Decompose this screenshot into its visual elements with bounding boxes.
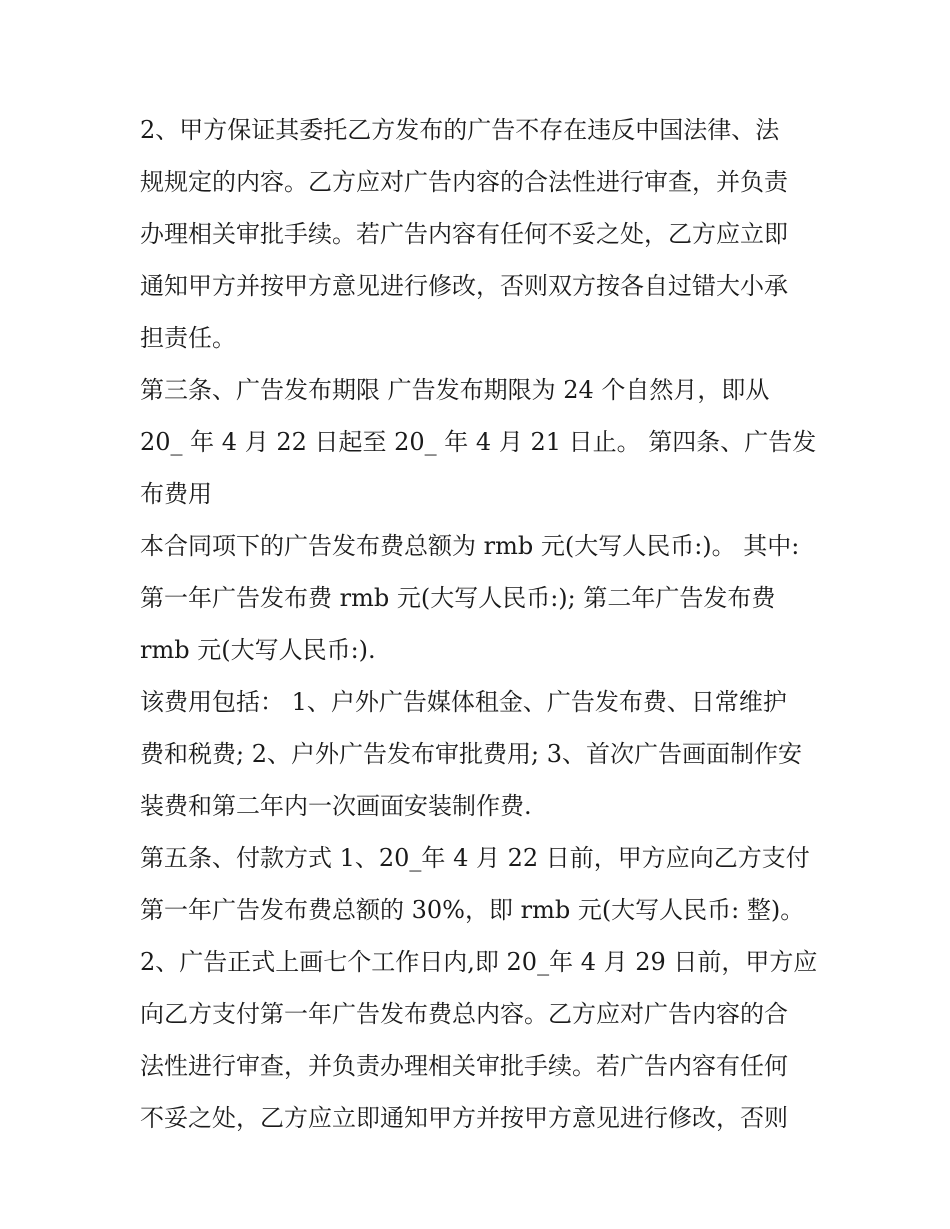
text-line: 担责任。 (140, 324, 236, 352)
text-line: 不妥之处，乙方应立即通知甲方并按甲方意见进行修改，否则 (140, 1104, 788, 1132)
text-line: rmb 元(大写人民币:). (140, 636, 376, 664)
text-line: 向乙方支付第一年广告发布费总内容。乙方应对广告内容的合 (140, 1000, 788, 1028)
text-line: 本合同项下的广告发布费总额为 rmb 元(大写人民币:)。 其中: (140, 532, 800, 560)
text-line: 通知甲方并按甲方意见进行修改，否则双方按各自过错大小承 (140, 272, 788, 300)
text-line: 2、甲方保证其委托乙方发布的广告不存在违反中国法律、法 (140, 116, 780, 144)
text-line: 法性进行审查，并负责办理相关审批手续。若广告内容有任何 (140, 1052, 788, 1080)
text-line: 第一年广告发布费总额的 30%，即 rmb 元(大写人民币: 整)。 (140, 896, 805, 924)
text-line: 20_ 年 4 月 22 日起至 20_ 年 4 月 21 日止。 第四条、广告发 (140, 428, 817, 456)
text-line: 该费用包括： 1、户外广告媒体租金、广告发布费、日常维护 (140, 688, 787, 716)
text-line: 装费和第二年内一次画面安装制作费. (140, 792, 532, 820)
text-line: 2、广告正式上画七个工作日内,即 20_年 4 月 29 日前，甲方应 (140, 948, 818, 976)
text-line: 费和税费; 2、户外广告发布审批费用; 3、首次广告画面制作安 (140, 740, 802, 768)
text-line: 第一年广告发布费 rmb 元(大写人民币:); 第二年广告发布费 (140, 584, 776, 612)
text-line: 布费用 (140, 480, 212, 508)
text-line: 第五条、付款方式 1、20_年 4 月 22 日前，甲方应向乙方支付 (140, 844, 810, 872)
document-body (140, 104, 820, 1144)
text-line: 规规定的内容。乙方应对广告内容的合法性进行审查，并负责 (140, 168, 788, 196)
text-line: 办理相关审批手续。若广告内容有任何不妥之处，乙方应立即 (140, 220, 788, 248)
text-line: 第三条、广告发布期限 广告发布期限为 24 个自然月，即从 (140, 376, 770, 404)
